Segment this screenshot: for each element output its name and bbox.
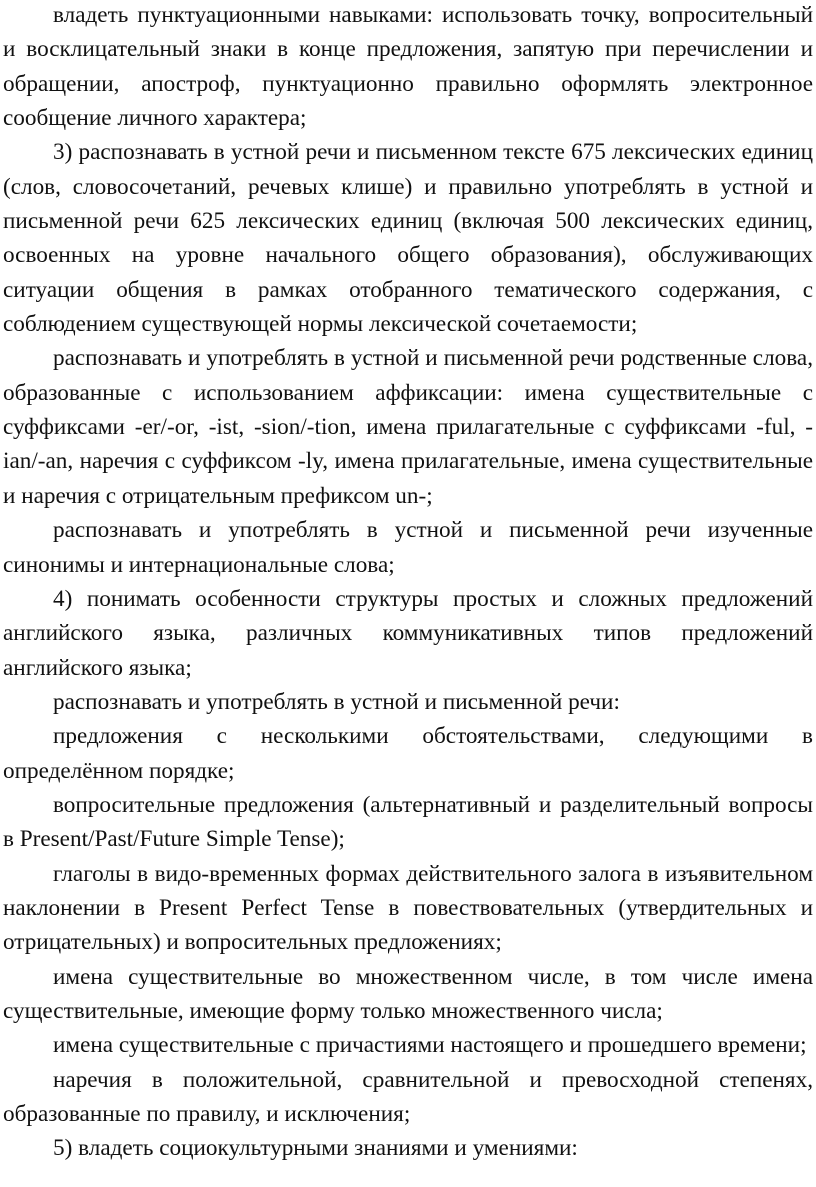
document-body: [3, 0, 813, 1166]
paragraph-present-perfect: глаголы в видо-временных формах действительного залога в изъявительном наклонении в Present Perfect Tense в повествовательных (утвердительных и отрицательных) и вопросительных предложениях;: [3, 860, 813, 956]
paragraph-affixation: распознавать и употреблять в устной и письменной речи родственные слова, образованные с использованием аффиксации: имена существительные с суффиксами -er/-or, -ist, -sion/-tion, имена прилагательные с суффиксами -ful, -ian/-an, наречия с суффиксом -ly, имена прилагательные, имена существительные и наречия с отрицательным префиксом un-;: [3, 345, 813, 509]
paragraph-lexical-units: 3) распознавать в устной речи и письменном тексте 675 лексических единиц (слов, словосочетаний, речевых клише) и правильно употреблять в устной и письменной речи 625 лексических единиц (включая 500 лексических единиц, освоенных на уровне начального общего образования), обслуживающих ситуации общения в рамках отобранного тематического содержания, с соблюдением существующей нормы лексической сочетаемости;: [3, 139, 813, 338]
paragraph-plural-nouns: имена существительные во множественном числе, в том числе имена существительные, имеющие форму только множественного числа;: [3, 963, 813, 1024]
paragraph-punctuation-skills: владеть пунктуационными навыками: использовать точку, вопросительный и восклицательный знаки в конце предложения, запятую при перечислении и обращении, апостроф, пунктуационно правильно оформлять электронное сообщение личного характера;: [3, 2, 813, 132]
paragraph-questions: вопросительные предложения (альтернативный и разделительный вопросы в Present/Past/Future Simple Tense);: [3, 791, 813, 853]
paragraph-sentence-structure: 4) понимать особенности структуры простых и сложных предложений английского языка, различных коммуникативных типов предложений английского языка;: [3, 585, 813, 681]
paragraph-participles: имена существительные с причастиями настоящего и прошедшего времени;: [53, 1032, 807, 1059]
paragraph-adverbials-order: предложения с несколькими обстоятельствами, следующими в определённом порядке;: [3, 723, 813, 784]
paragraph-synonyms: распознавать и употреблять в устной и письменной речи изученные синонимы и интернациональные слова;: [3, 517, 813, 578]
paragraph-sociocultural: 5) владеть социокультурными знаниями и умениями:: [53, 1135, 578, 1162]
paragraph-adverb-degrees: наречия в положительной, сравнительной и превосходной степенях, образованные по правилу, и исключения;: [3, 1066, 813, 1127]
paragraph-recognize-use: распознавать и употреблять в устной и письменной речи:: [53, 688, 620, 715]
